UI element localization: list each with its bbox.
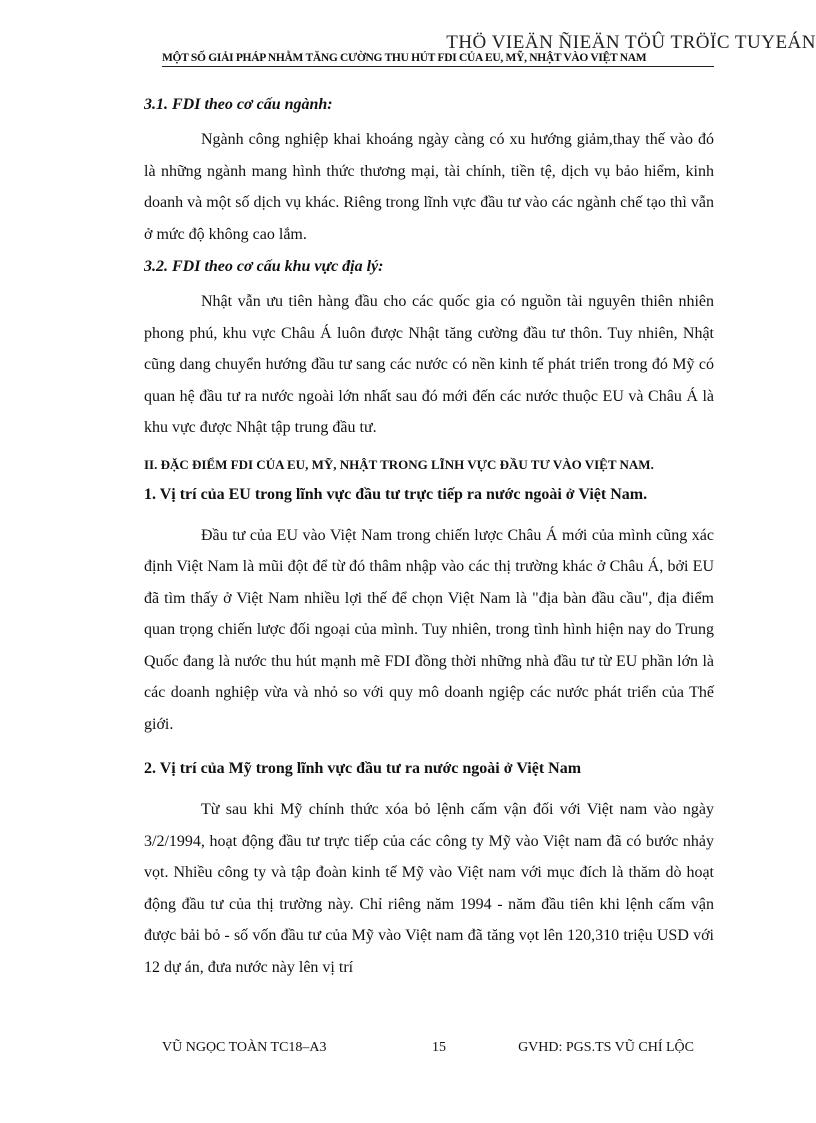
- running-header: MỘT SỐ GIẢI PHÁP NHẰM TĂNG CƯỜNG THU HÚT FDI CỦA EU, MỸ, NHẬT VÀO VIỆT NAM: [162, 52, 714, 67]
- page-body: [144, 94, 714, 989]
- subheading-3-2: 3.2. FDI theo cơ cấu khu vực địa lý:: [144, 258, 384, 275]
- footer-advisor: GVHD: PGS.TS VŨ CHÍ LỘC: [518, 1040, 694, 1055]
- section-heading-2: 2. Vị trí của Mỹ trong lĩnh vực đầu tư ra nước ngoài ở Việt Nam: [144, 760, 582, 777]
- subheading-3-1: 3.1. FDI theo cơ cấu ngành:: [144, 96, 333, 113]
- footer-author: VŨ NGỌC TOÀN TC18–A3: [162, 1040, 327, 1055]
- paragraph: Ngành công nghiệp khai khoáng ngày càng có xu hướng giảm,thay thế vào đó là những ngành mang hình thức thương mại, tài chính, tiền tệ, dịch vụ bảo hiểm, kinh doanh và một số dịch vụ khác. Riêng trong lĩnh vực đầu tư vào các ngành chế tạo thì vẫn ở mức độ không cao lắm.: [144, 131, 714, 243]
- watermark-text: THÖ VIEÄN ÑIEÄN TÖÛ TRÖÏC TUYEÁN: [446, 32, 816, 53]
- chapter-heading: II. ĐẶC ĐIỂM FDI CỦA EU, MỸ, NHẬT TRONG LĨNH VỰC ĐẦU TƯ VÀO VIỆT NAM.: [144, 456, 654, 472]
- paragraph: Từ sau khi Mỹ chính thức xóa bỏ lệnh cấm vận đối với Việt nam vào ngày 3/2/1994, hoạt động đầu tư trực tiếp của các công ty Mỹ vào Việt nam đã có bước nhảy vọt. Nhiều công ty và tập đoàn kinh tế Mỹ vào Việt nam với mục đích là thăm dò hoạt động đầu tư của thị trường này. Chỉ riêng năm 1994 - năm đầu tiên khi lệnh cấm vận được bải bỏ - số vốn đầu tư của Mỹ vào Việt nam đã tăng vọt lên 120,310 triệu USD với 12 dự án, đưa nước này lên vị trí: [144, 801, 714, 976]
- paragraph: Đầu tư của EU vào Việt Nam trong chiến lược Châu Á mới của mình cũng xác định Việt Nam là mũi đột để từ đó thâm nhập vào các thị trường khác ở Châu Á, bởi EU đã tìm thấy ở Việt Nam nhiều lợi thế để chọn Việt Nam là "địa bàn đầu cầu", địa điểm quan trọng chiến lược đối ngoại của mình. Tuy nhiên, trong tình hình hiện nay do Trung Quốc đang là nước thu hút mạnh mẽ FDI đồng thời những nhà đầu tư từ EU phần lớn là các doanh nghiệp vừa và nhỏ so với quy mô doanh ngiệp các nước phát triển của Thế giới.: [144, 526, 714, 733]
- paragraph: Nhật vẫn ưu tiên hàng đầu cho các quốc gia có nguồn tài nguyên thiên nhiên phong phú, khu vực Châu Á luôn được Nhật tăng cường đầu tư thôn. Tuy nhiên, Nhật cũng dang chuyển hướng đầu tư sang các nước có nền kinh tế phát triển trong đó Mỹ có quan hệ đầu tư ra nước ngoài lớn nhất sau đó mới đến các nước thuộc EU và Châu Á là khu vực được Nhật tập trung đầu tư.: [144, 293, 714, 436]
- section-heading-1: 1. Vị trí của EU trong lĩnh vực đầu tư trực tiếp ra nước ngoài ở Việt Nam.: [144, 485, 648, 503]
- page-number: 15: [432, 1040, 446, 1055]
